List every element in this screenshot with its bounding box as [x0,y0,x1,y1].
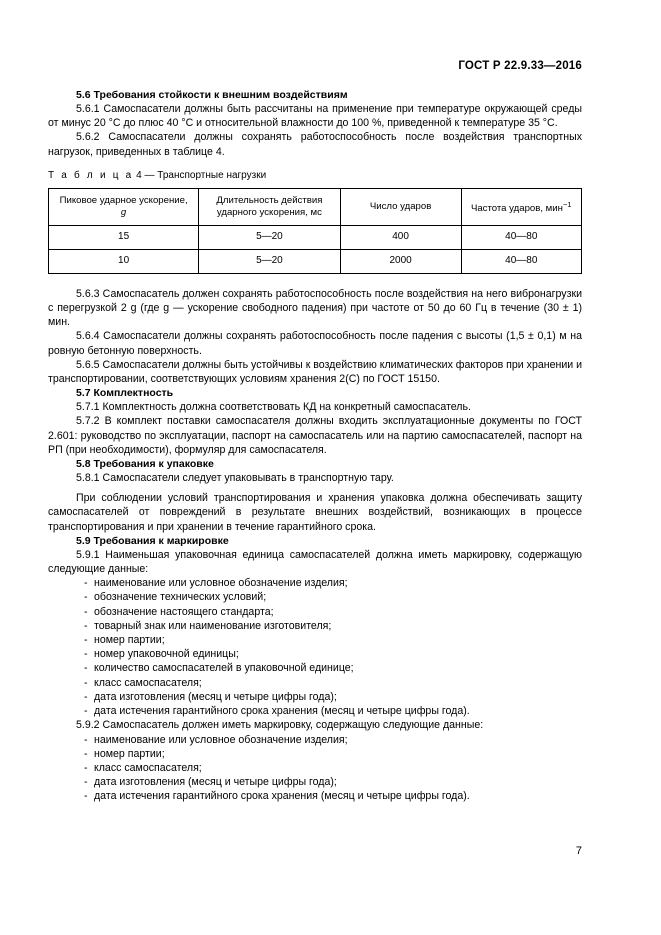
column-header-superscript: −1 [562,199,572,209]
column-header-line2: ударного ускорения, мс [216,206,322,218]
paragraph-5-6-3: 5.6.3 Самоспасатель должен сохранять работоспособность после воздействия на него вибронагрузки с перегрузкой 2 g (где g — ускорение свободного падения) при частоте от 50 до 60 Гц в течение (30 ± 1) мин. [48,287,582,329]
paragraph-5-9-2-intro: 5.9.2 Самоспасатель должен иметь маркировку, содержащую следующие данные: [76,719,484,732]
column-header-line1: Пиковое ударное ускорение, [59,194,188,206]
page-number: 7 [575,845,582,857]
column-header-line2: g [120,206,127,218]
list-item: - обозначение технических условий; [48,590,582,604]
list-item: - номер партии; [48,747,582,761]
table-row [49,249,582,273]
cell-duration: 5—20 [199,249,340,273]
list-item: - дата изготовления (месяц и четыре цифры года); [48,690,582,704]
column-header-peak-acceleration [49,188,199,225]
paragraph-5-6-4: 5.6.4 Самоспасатели должны сохранять работоспособность после падения с высоты (1,5 ± 0,1) м на ровную бетонную поверхность. [48,330,582,357]
paragraph-5-7-1: 5.7.1 Комплектность должна соответствовать КД на конкретный самоспасатель. [76,401,471,414]
list-item: - товарный знак или наименование изготовителя; [48,619,582,633]
heading-5-9: 5.9 Требования к маркировке [76,534,229,547]
paragraph-5-6-1: 5.6.1 Самоспасатели должны быть рассчитаны на применение при температуре окружающей среды от минус 20 °С до плюс 40 °С и относительной влажности до 100 %, приведенной к температуре 35 °С. [48,103,582,130]
paragraph-5-6-2: 5.6.2 Самоспасатели должны сохранять работоспособность после воздействия транспортных нагрузок, приведенных в таблице 4. [48,131,582,158]
column-header-impact-count [340,188,461,225]
column-header-line1: Число ударов [369,200,432,212]
heading-5-6: 5.6 Требования стойкости к внешним воздействиям [76,89,348,101]
running-header-standard-id: ГОСТ Р 22.9.33—2016 [458,60,582,72]
list-item: - класс самоспасателя; [48,676,582,690]
table-caption-label: Т а б л и ц а [48,169,134,181]
cell-peak-acceleration: 10 [49,249,199,273]
list-item: - наименование или условное обозначение изделия; [48,576,582,590]
cell-duration: 5—20 [199,225,340,249]
page-content [48,88,582,804]
marking-requirements-list-592 [48,733,582,804]
cell-impact-count: 2000 [340,249,461,273]
heading-5-8: 5.8 Требования к упаковке [76,458,214,471]
column-header-duration [199,188,340,225]
list-item: - класс самоспасателя; [48,761,582,775]
table-row [49,225,582,249]
table-body [49,225,582,273]
cell-impact-frequency: 40—80 [461,249,581,273]
cell-impact-count: 400 [340,225,461,249]
list-item: - дата изготовления (месяц и четыре цифры года); [48,775,582,789]
list-item: - дата истечения гарантийного срока хранения (месяц и четыре цифры года). [48,704,582,718]
list-item: - номер упаковочной единицы; [48,647,582,661]
table-caption-number: 4 [136,169,142,181]
table-caption-dash: — [144,169,155,181]
paragraph-5-7-2: 5.7.2 В комплект поставки самоспасателя должны входить эксплуатационные документы по ГОСТ 2.601: руководство по эксплуатации, паспорт на самоспасатель или на партию самоспасателей, паспорт на РП (при необходимости), формуляр для самоспасателя. [48,415,582,456]
heading-5-7: 5.7 Комплектность [76,387,174,400]
table-transport-loads [48,188,582,274]
table-header [49,188,582,225]
column-header-line1: Частота ударов, мин [470,202,563,214]
paragraph-5-8-2: При соблюдении условий транспортирования и хранения упаковка должна обеспечивать защиту самоспасателей от повреждений в результате внешних воздействий, возникающих в процессе транспортирования и при хранении в течение гарантийного срока. [48,492,582,533]
cell-impact-frequency: 40—80 [461,225,581,249]
column-header-line1: Длительность действия [216,194,323,206]
list-item: - наименование или условное обозначение изделия; [48,733,582,747]
list-item: - номер партии; [48,633,582,647]
column-header-impact-frequency [461,188,581,225]
paragraph-5-6-5: 5.6.5 Самоспасатели должны быть устойчивы к воздействию климатических факторов при хранении и транспортировании, соответствующих условиям хранения 2(С) по ГОСТ 15150. [48,358,583,386]
table-caption-title: Транспортные нагрузки [157,169,267,181]
list-item: - обозначение настоящего стандарта; [48,605,582,619]
paragraph-5-8-1: 5.8.1 Самоспасатели следует упаковывать в транспортную тару. [76,472,394,485]
list-item: - дата истечения гарантийного срока хранения (месяц и четыре цифры года). [48,789,582,803]
table-header-row [49,188,582,225]
table-4-caption [48,169,582,183]
list-item: - количество самоспасателей в упаковочной единице; [48,661,582,675]
paragraph-5-9-1-intro: 5.9.1 Наименьшая упаковочная единица самоспасателей должна иметь маркировку, содержащую следующие данные: [48,548,582,576]
marking-requirements-list-591 [48,576,582,718]
cell-peak-acceleration: 15 [49,225,199,249]
